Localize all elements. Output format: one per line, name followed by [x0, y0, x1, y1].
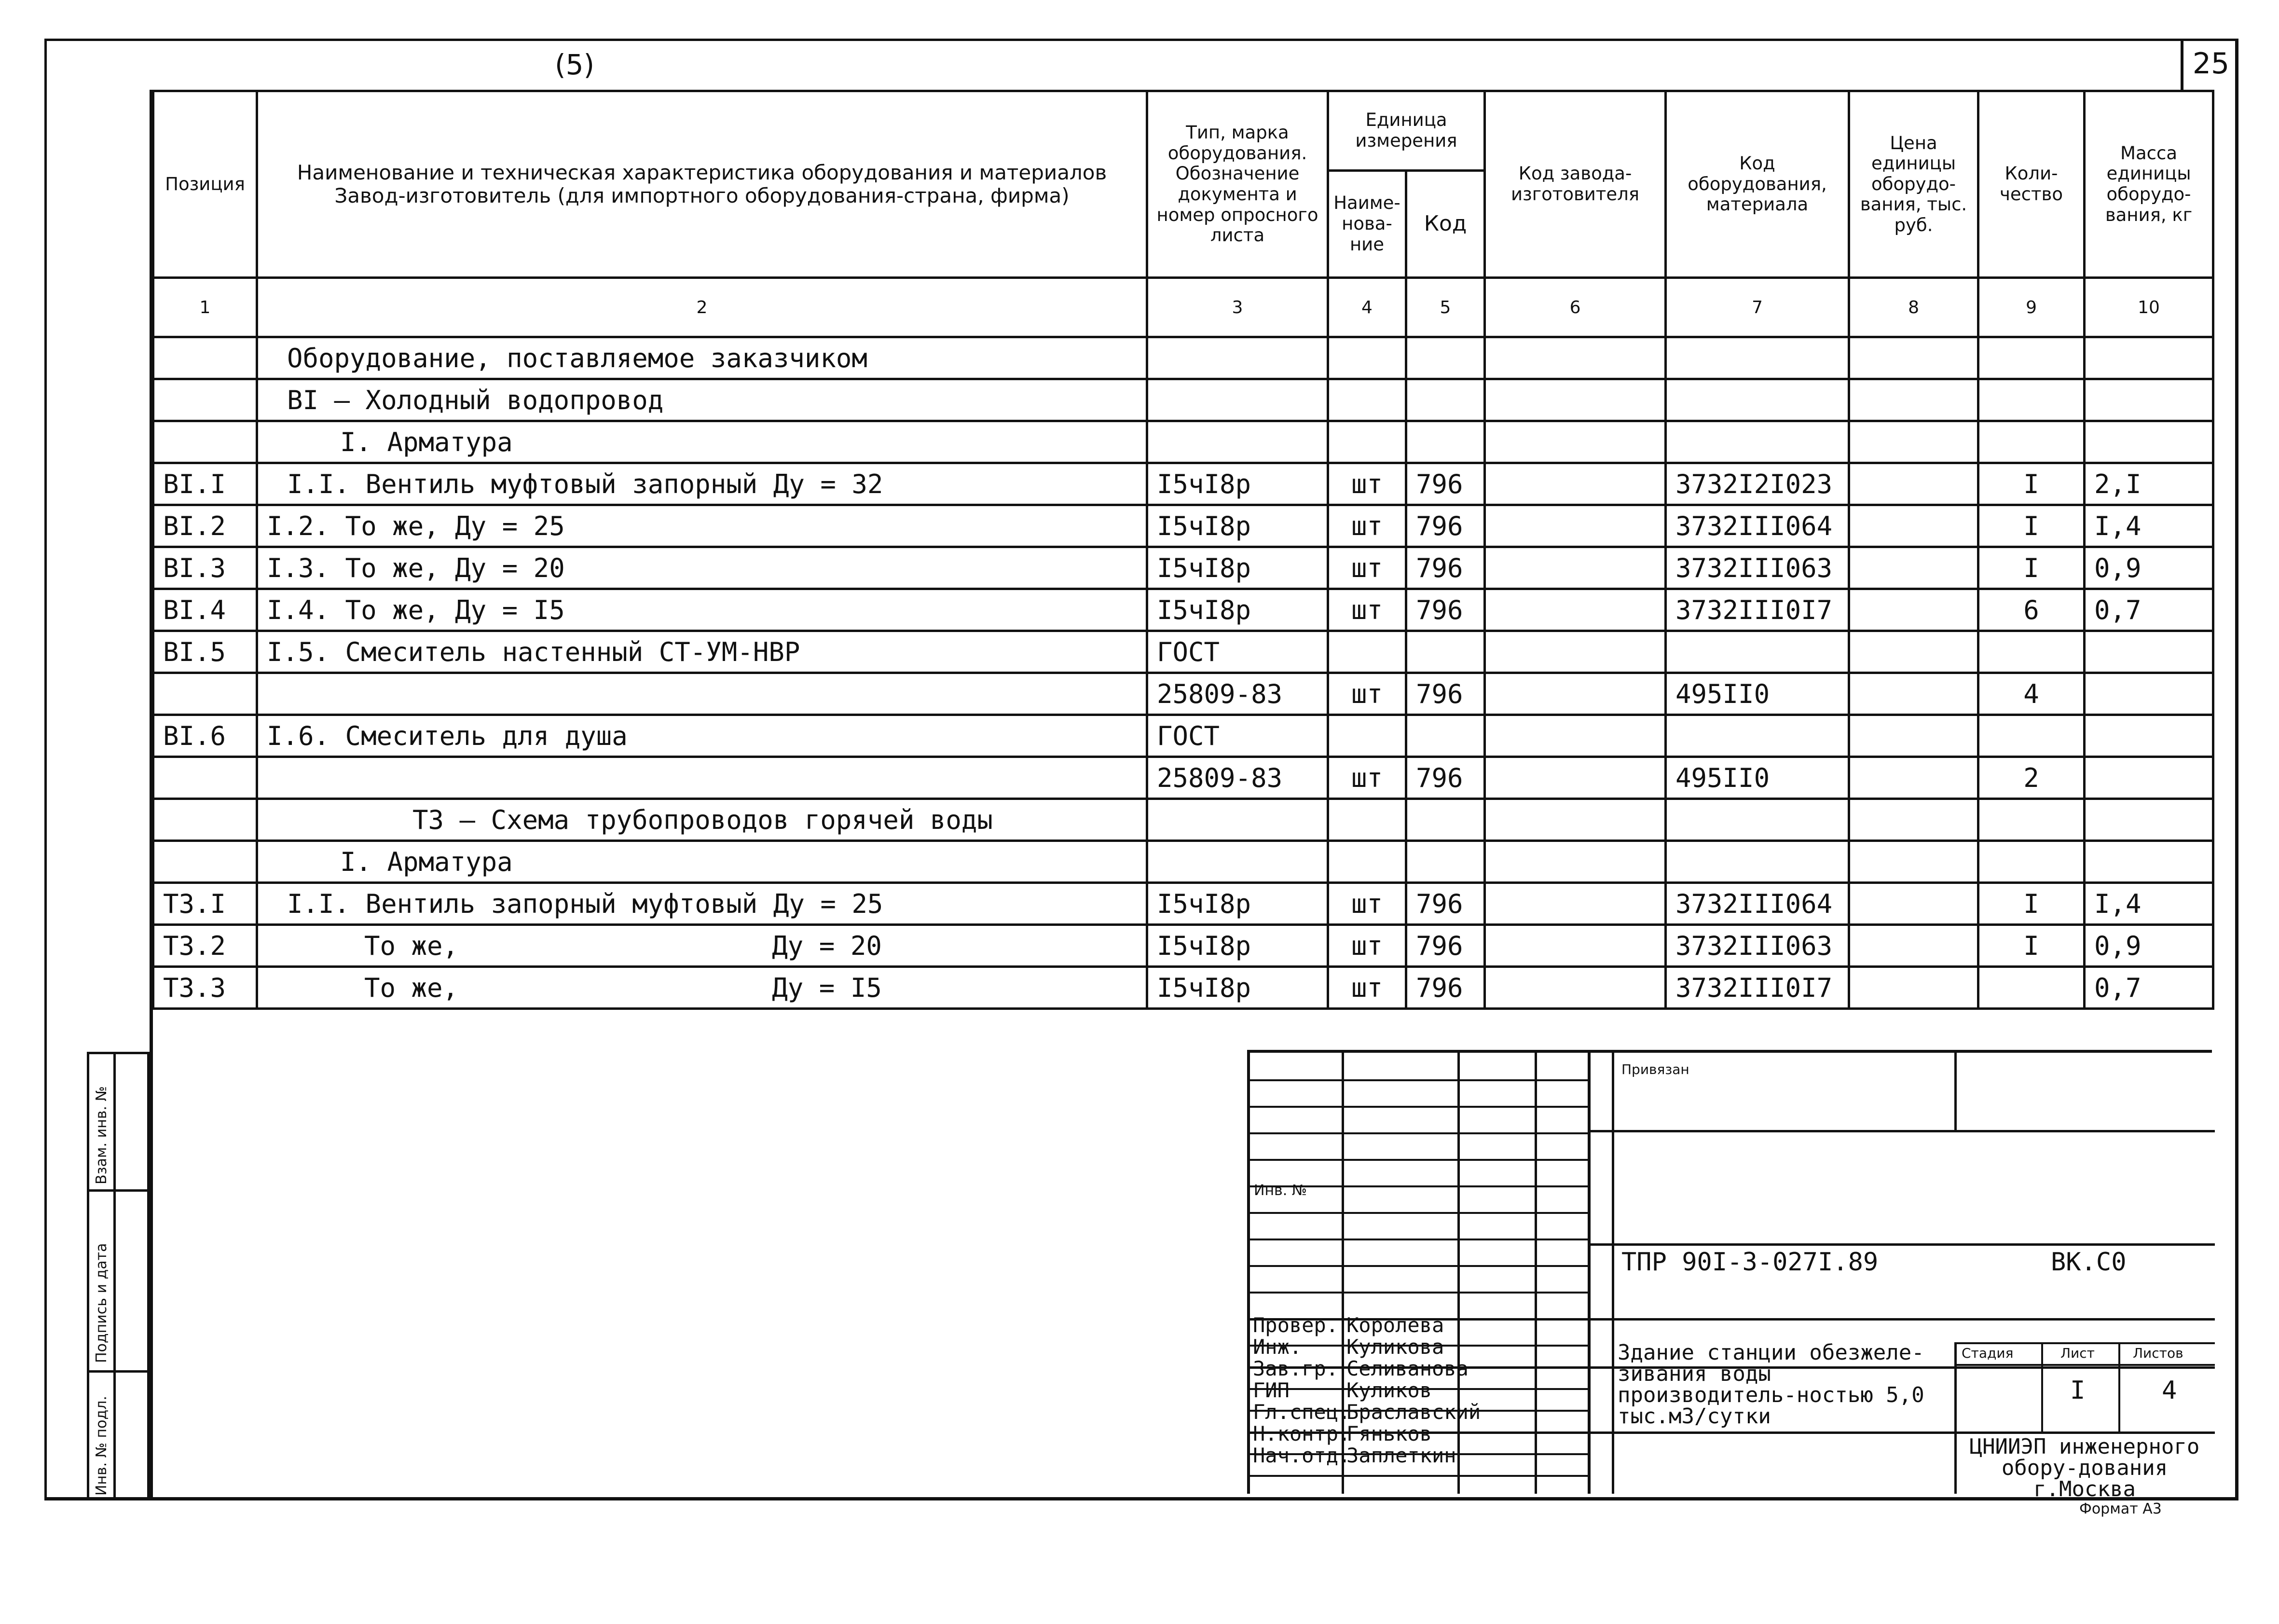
tb-line: [1250, 1079, 1588, 1081]
table-row: [153, 337, 2213, 379]
table-cell: [2085, 715, 2213, 757]
table-cell: 0,9: [2085, 925, 2213, 967]
table-cell: 0,7: [2085, 589, 2213, 631]
tb-line: [1588, 1053, 1591, 1494]
table-cell: I: [1978, 925, 2085, 967]
tb-line: [1535, 1053, 1537, 1494]
table-cell: [1849, 841, 1978, 883]
signer-role: Зав.гр.: [1253, 1357, 1339, 1380]
table-cell: Т3 – Схема трубопроводов горячей воды: [257, 799, 1147, 841]
table-row: [153, 631, 2213, 673]
table-cell: I5чI8р: [1147, 925, 1328, 967]
table-cell: [1666, 421, 1849, 463]
table-cell: I: [1978, 505, 2085, 547]
table-cell: 796: [1406, 925, 1485, 967]
table-cell: [1849, 883, 1978, 925]
side-stamp-signature-date: Подпись и дата: [93, 1243, 110, 1363]
document-mark: ВК.С0: [2051, 1248, 2127, 1277]
table-cell: шт: [1328, 883, 1406, 925]
specification-table: [152, 90, 2214, 1010]
header-equipment-code: Код оборудования, материала: [1666, 91, 1849, 278]
table-cell: [153, 421, 257, 463]
table-cell: [153, 379, 257, 421]
table-cell: шт: [1328, 547, 1406, 589]
table-cell: [1328, 841, 1406, 883]
table-cell: 796: [1406, 967, 1485, 1009]
signer-name: Браславский: [1346, 1400, 1481, 1424]
signer-name: Селиванова: [1346, 1357, 1469, 1380]
table-cell: 2,I: [2085, 463, 2213, 505]
table-row: [153, 841, 2213, 883]
table-cell: [1147, 841, 1328, 883]
table-cell: [2085, 379, 2213, 421]
table-cell: 3732III063: [1666, 925, 1849, 967]
table-cell: 796: [1406, 547, 1485, 589]
table-row: [153, 589, 2213, 631]
table-cell: [1849, 547, 1978, 589]
signer-role: ГИП: [1253, 1378, 1290, 1402]
privyazan-label: Привязан: [1621, 1061, 1689, 1077]
table-cell: [2085, 337, 2213, 379]
table-cell: [1978, 379, 2085, 421]
column-number: 8: [1849, 278, 1978, 337]
table-cell: ГОСТ: [1147, 715, 1328, 757]
table-row: [153, 421, 2213, 463]
table-cell: [1485, 547, 1666, 589]
table-cell: [2085, 421, 2213, 463]
table-cell: [153, 841, 257, 883]
tb-line: [1250, 1475, 1588, 1477]
table-cell: I5чI8р: [1147, 589, 1328, 631]
table-cell: I. Арматура: [257, 421, 1147, 463]
table-cell: [1978, 715, 2085, 757]
table-cell: I.I. Вентиль запорный муфтовый Ду = 25: [257, 883, 1147, 925]
sheet-label: Лист: [2060, 1345, 2095, 1361]
table-cell: BI.6: [153, 715, 257, 757]
table-cell: [1485, 589, 1666, 631]
table-cell: [1328, 799, 1406, 841]
table-cell: [1485, 883, 1666, 925]
table-cell: шт: [1328, 589, 1406, 631]
header-unit-group: Единица измерения: [1328, 91, 1485, 171]
table-row: [153, 547, 2213, 589]
table-cell: [1485, 463, 1666, 505]
tb-line: [1612, 1053, 1614, 1494]
table-cell: Оборудование, поставляемое заказчиком: [257, 337, 1147, 379]
table-cell: BI – Холодный водопровод: [257, 379, 1147, 421]
table-cell: 796: [1406, 505, 1485, 547]
table-cell: I5чI8р: [1147, 505, 1328, 547]
table-cell: То же, Ду = 20: [257, 925, 1147, 967]
table-cell: [2085, 841, 2213, 883]
table-cell: I: [1978, 547, 2085, 589]
tb-line: [1457, 1053, 1460, 1494]
table-cell: [1849, 337, 1978, 379]
column-number: 1: [153, 278, 257, 337]
table-cell: [1666, 631, 1849, 673]
table-cell: BI.3: [153, 547, 257, 589]
table-row: [153, 379, 2213, 421]
table-cell: [1666, 841, 1849, 883]
side-stamp-divider: [89, 1189, 147, 1192]
table-cell: [1485, 379, 1666, 421]
table-body: [153, 337, 2213, 1009]
table-cell: [1406, 631, 1485, 673]
side-stamp: [87, 1052, 150, 1500]
table-cell: [1849, 715, 1978, 757]
table-cell: [2085, 757, 2213, 799]
signer-name: Королева: [1346, 1313, 1444, 1337]
table-cell: [1978, 799, 2085, 841]
table-cell: 25809-83: [1147, 673, 1328, 715]
table-cell: [153, 799, 257, 841]
header-price: Цена единицы оборудо-вания, тыс. руб.: [1849, 91, 1978, 278]
table-cell: 0,7: [2085, 967, 2213, 1009]
table-cell: [257, 757, 1147, 799]
signer-name: Куликов: [1346, 1378, 1432, 1402]
table-cell: шт: [1328, 673, 1406, 715]
table-row: [153, 505, 2213, 547]
table-cell: [1406, 421, 1485, 463]
table-cell: [1978, 421, 2085, 463]
table-row: [153, 715, 2213, 757]
table-cell: 796: [1406, 589, 1485, 631]
table-row: [153, 757, 2213, 799]
table-cell: [1849, 925, 1978, 967]
tb-line: [2041, 1342, 2043, 1431]
table-cell: [1978, 337, 2085, 379]
table-cell: [1147, 379, 1328, 421]
table-row: [153, 883, 2213, 925]
table-cell: [1328, 421, 1406, 463]
column-number: 4: [1328, 278, 1406, 337]
tb-line: [1954, 1053, 1957, 1130]
table-cell: Т3.3: [153, 967, 257, 1009]
table-row: [153, 463, 2213, 505]
table-cell: [1666, 799, 1849, 841]
table-cell: BI.2: [153, 505, 257, 547]
tb-line: [1250, 1159, 1588, 1161]
table-cell: [1849, 589, 1978, 631]
stage-label: Стадия: [1962, 1345, 2014, 1361]
table-cell: 3732III063: [1666, 547, 1849, 589]
page-mark: (5): [555, 48, 595, 81]
sheets-value: 4: [2162, 1376, 2177, 1405]
table-cell: [1406, 799, 1485, 841]
sheets-label: Листов: [2133, 1345, 2183, 1361]
header-mass: Масса единицы оборудо-вания, кг: [2085, 91, 2213, 278]
table-cell: 796: [1406, 883, 1485, 925]
table-cell: I.2. То же, Ду = 25: [257, 505, 1147, 547]
table-row: [153, 673, 2213, 715]
table-cell: [1849, 757, 1978, 799]
table-cell: BI.5: [153, 631, 257, 673]
table-cell: [153, 757, 257, 799]
column-number: 7: [1666, 278, 1849, 337]
table-cell: [1328, 715, 1406, 757]
table-cell: шт: [1328, 925, 1406, 967]
table-cell: [1147, 337, 1328, 379]
table-cell: [1485, 799, 1666, 841]
table-cell: [153, 337, 257, 379]
table-cell: 796: [1406, 673, 1485, 715]
table-cell: I.6. Смеситель для душа: [257, 715, 1147, 757]
tb-line: [2118, 1342, 2120, 1431]
table-cell: [1485, 715, 1666, 757]
tb-line: [1250, 1265, 1588, 1267]
table-cell: I5чI8р: [1147, 463, 1328, 505]
side-stamp-inv-podl: Инв. № подл.: [93, 1396, 110, 1496]
table-cell: [1849, 379, 1978, 421]
table-cell: 3732III064: [1666, 505, 1849, 547]
table-cell: I.I. Вентиль муфтовый запорный Ду = 32: [257, 463, 1147, 505]
table-cell: [1406, 715, 1485, 757]
signer-name: Гяньков: [1346, 1422, 1432, 1445]
table-cell: I.3. То же, Ду = 20: [257, 547, 1147, 589]
column-number: 10: [2085, 278, 2213, 337]
sheet-number: 25: [2192, 47, 2230, 81]
signer-name: Заплеткин: [1346, 1444, 1456, 1467]
table-cell: [1485, 925, 1666, 967]
column-number: 6: [1485, 278, 1666, 337]
table-cell: I: [1978, 463, 2085, 505]
table-cell: [2085, 631, 2213, 673]
table-row: [153, 967, 2213, 1009]
table-cell: Т3.2: [153, 925, 257, 967]
table-cell: [1406, 379, 1485, 421]
column-number-row: [153, 278, 2213, 337]
table-cell: 6: [1978, 589, 2085, 631]
table-cell: [1406, 841, 1485, 883]
table-cell: шт: [1328, 505, 1406, 547]
column-number: 5: [1406, 278, 1485, 337]
table-cell: 25809-83: [1147, 757, 1328, 799]
table-cell: 3732III0I7: [1666, 967, 1849, 1009]
table-cell: [1849, 421, 1978, 463]
table-cell: [1485, 421, 1666, 463]
table-cell: шт: [1328, 463, 1406, 505]
table-cell: I,4: [2085, 505, 2213, 547]
column-number: 3: [1147, 278, 1328, 337]
table-cell: 3732III0I7: [1666, 589, 1849, 631]
tb-line: [1250, 1132, 1588, 1134]
table-cell: [1485, 505, 1666, 547]
column-number: 9: [1978, 278, 2085, 337]
table-cell: [1978, 967, 2085, 1009]
signer-name: Куликова: [1346, 1335, 1444, 1359]
header-name: Наименование и техническая характеристика оборудования и материалов Завод-изготовитель (для импортного оборудования-страна, фирма): [257, 91, 1147, 278]
tb-line: [1250, 1212, 1588, 1214]
header-factory-code: Код завода-изготовителя: [1485, 91, 1666, 278]
header-quantity: Коли-чество: [1978, 91, 2085, 278]
table-cell: 495II0: [1666, 757, 1849, 799]
table-cell: 796: [1406, 757, 1485, 799]
table-cell: BI.I: [153, 463, 257, 505]
table-cell: Т3.I: [153, 883, 257, 925]
header-unit-name: Наиме-нова-ние: [1328, 170, 1406, 277]
header-type: Тип, марка оборудования. Обозначение документа и номер опросного листа: [1147, 91, 1328, 278]
table-cell: [1485, 841, 1666, 883]
tb-line: [1588, 1243, 2215, 1246]
format-label: Формат А3: [2079, 1500, 2162, 1517]
table-cell: [1485, 757, 1666, 799]
table-cell: [257, 673, 1147, 715]
signer-role: Н.контр.: [1253, 1422, 1351, 1445]
signer-role: Гл.спец.: [1253, 1400, 1351, 1424]
table-cell: [1978, 631, 2085, 673]
table-cell: 4: [1978, 673, 2085, 715]
table-cell: [1147, 421, 1328, 463]
table-row: [153, 799, 2213, 841]
side-stamp-divider: [113, 1054, 116, 1498]
tb-line: [1250, 1239, 1588, 1240]
table-cell: [1328, 631, 1406, 673]
table-cell: [1666, 379, 1849, 421]
table-cell: [153, 673, 257, 715]
tb-line: [1954, 1364, 2215, 1366]
table-cell: [1666, 337, 1849, 379]
table-header-row: [153, 91, 2213, 171]
table-row: [153, 925, 2213, 967]
table-cell: 796: [1406, 463, 1485, 505]
column-number: 2: [257, 278, 1147, 337]
sheet-value: I: [2070, 1376, 2086, 1405]
table-cell: I,4: [2085, 883, 2213, 925]
table-cell: 3732I2I023: [1666, 463, 1849, 505]
table-cell: 2: [1978, 757, 2085, 799]
table-cell: [1406, 337, 1485, 379]
table-cell: I5чI8р: [1147, 547, 1328, 589]
table-cell: 495II0: [1666, 673, 1849, 715]
table-cell: [1849, 799, 1978, 841]
organization: ЦНИИЭП инженерного обору-дования г.Москва: [1969, 1434, 2200, 1501]
project-title: Здание станции обезжеле-зивания воды производитель-ностью 5,0 тыс.м3/сутки: [1618, 1340, 1924, 1429]
table-cell: [2085, 673, 2213, 715]
table-cell: [1978, 841, 2085, 883]
table-cell: I.4. То же, Ду = I5: [257, 589, 1147, 631]
tb-line: [1250, 1106, 1588, 1108]
designation: ТПР 90I-3-027I.89: [1621, 1248, 1879, 1277]
table-cell: [1849, 673, 1978, 715]
table-cell: [1849, 463, 1978, 505]
table-cell: I5чI8р: [1147, 967, 1328, 1009]
tb-line: [1588, 1130, 2215, 1132]
table-cell: BI.4: [153, 589, 257, 631]
table-cell: I5чI8р: [1147, 883, 1328, 925]
sheet-number-box: [2181, 40, 2238, 90]
header-position: Позиция: [153, 91, 257, 278]
table-cell: шт: [1328, 757, 1406, 799]
table-cell: [1328, 379, 1406, 421]
table-cell: [1485, 631, 1666, 673]
header-unit-code: Код: [1406, 170, 1485, 277]
table-cell: 0,9: [2085, 547, 2213, 589]
table-cell: [1849, 631, 1978, 673]
signer-role: Инж.: [1253, 1335, 1302, 1359]
tb-line: [1250, 1292, 1588, 1294]
table-cell: шт: [1328, 967, 1406, 1009]
table-cell: [1666, 715, 1849, 757]
side-stamp-divider: [89, 1370, 147, 1373]
table-cell: [1147, 799, 1328, 841]
signer-role: Нач.отд.: [1253, 1444, 1351, 1467]
title-block: [1247, 1050, 2212, 1501]
table-cell: То же, Ду = I5: [257, 967, 1147, 1009]
table-cell: [1849, 505, 1978, 547]
table-cell: I. Арматура: [257, 841, 1147, 883]
table-cell: I: [1978, 883, 2085, 925]
table-cell: [1849, 967, 1978, 1009]
signer-role: Провер.: [1253, 1313, 1339, 1337]
table-cell: [1485, 337, 1666, 379]
table-cell: I.5. Смеситель настенный СТ-УМ-НВР: [257, 631, 1147, 673]
side-stamp-vzam-inv: Взам. инв. №: [93, 1086, 110, 1184]
table-cell: [1328, 337, 1406, 379]
table-cell: 3732III064: [1666, 883, 1849, 925]
tb-line: [1954, 1342, 2215, 1344]
table-cell: [1485, 673, 1666, 715]
table-cell: ГОСТ: [1147, 631, 1328, 673]
table-cell: [1485, 967, 1666, 1009]
inv-no-label: Инв. №: [1254, 1182, 1307, 1199]
table-cell: [2085, 799, 2213, 841]
